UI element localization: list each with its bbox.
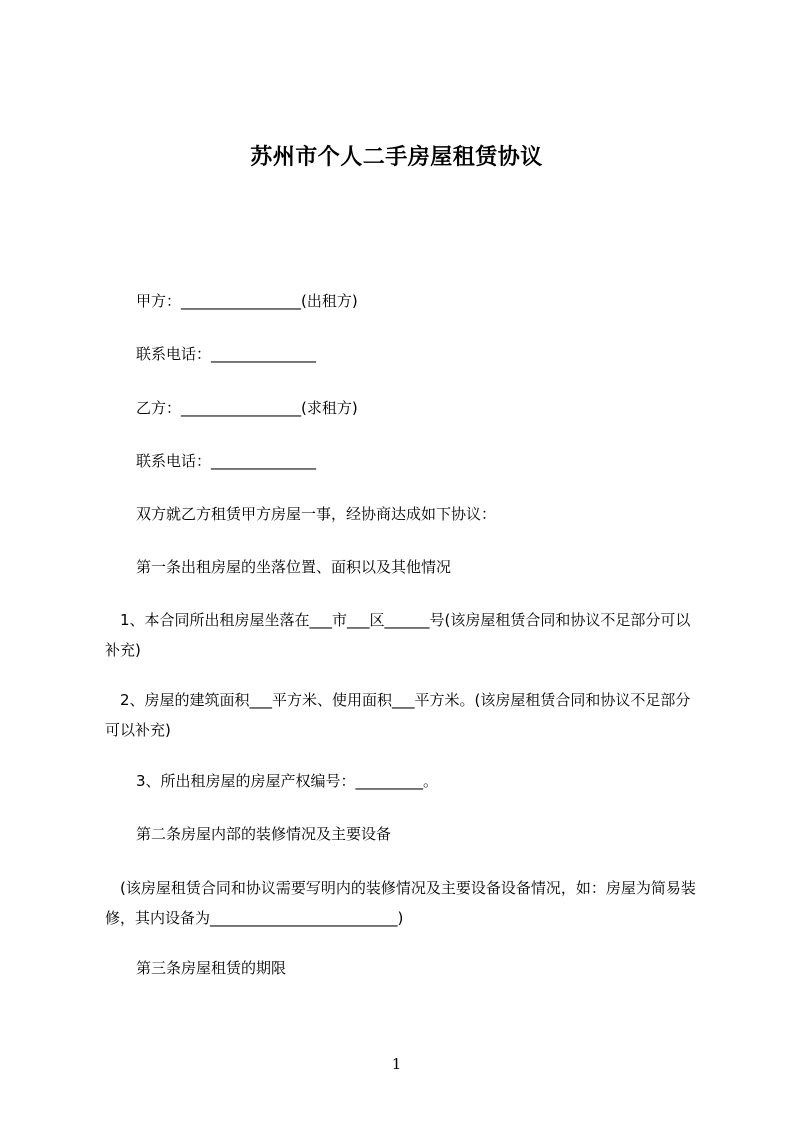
party-a-phone-line: 联系电话：______________ — [136, 345, 317, 363]
document-title: 苏州市个人二手房屋租赁协议 — [250, 145, 543, 170]
party-a-line: 甲方：________________(出租方) — [136, 292, 358, 310]
article-1-clause-2: 2、房屋的建筑面积___平方米、使用面积___平方米。(该房屋租赁合同和协议不足部分可以补充) — [105, 691, 691, 739]
page-number: 1 — [391, 1055, 402, 1073]
party-b-line: 乙方：________________(求租方) — [136, 399, 358, 417]
article-3-heading: 第三条房屋租赁的期限 — [136, 959, 287, 977]
article-1-clause-3: 3、所出租房屋的房屋产权编号：_________。 — [136, 772, 439, 790]
article-2-note: (该房屋租赁合同和协议需要写明内的装修情况及主要设备设备情况，如：房屋为简易装修，其内设备为_________________________) — [105, 879, 696, 927]
agreement-intro: 双方就乙方租赁甲方房屋一事，经协商达成如下协议： — [136, 505, 497, 523]
party-b-phone-line: 联系电话：______________ — [136, 452, 317, 470]
article-2-heading: 第二条房屋内部的装修情况及主要设备 — [136, 825, 392, 843]
article-1-heading: 第一条出租房屋的坐落位置、面积以及其他情况 — [136, 558, 452, 576]
article-1-clause-1: 1、本合同所出租房屋坐落在___市___区______号(该房屋租赁合同和协议不足部分可以补充) — [105, 611, 691, 659]
